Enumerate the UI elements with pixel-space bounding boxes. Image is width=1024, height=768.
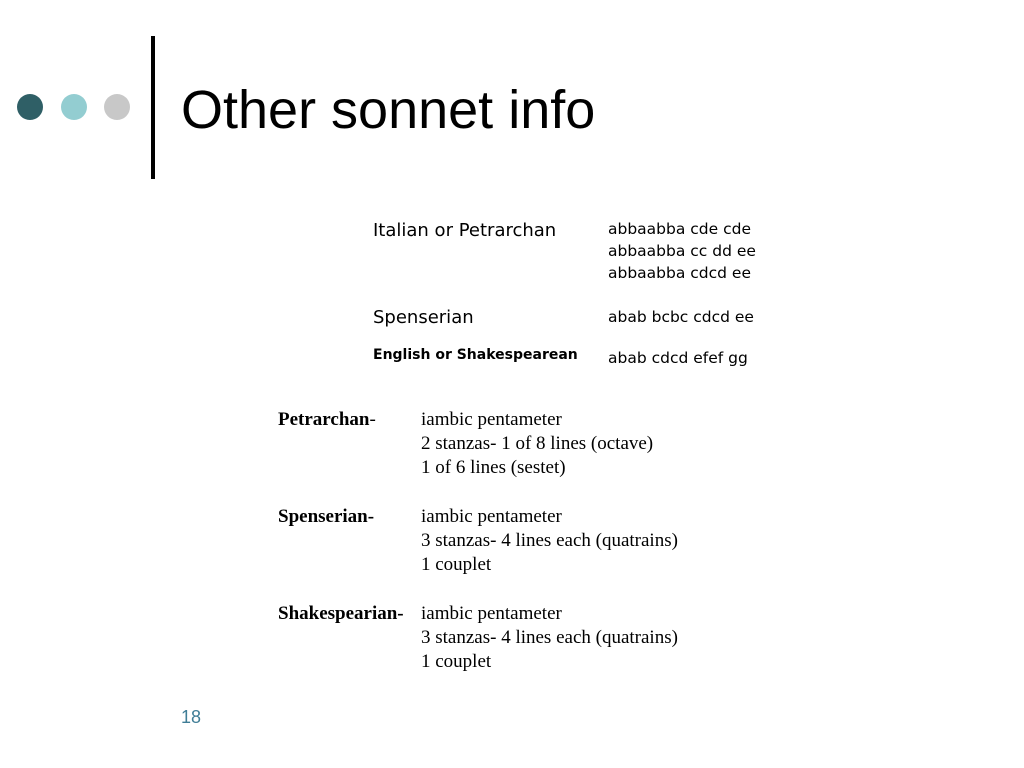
scheme-patterns-petrarchan: [608, 218, 756, 284]
rhyme-pattern: abbaabba cdcd ee: [608, 264, 751, 282]
title-divider: [151, 36, 155, 179]
definition-line: iambic pentameter: [421, 506, 562, 527]
rhyme-pattern: abab cdcd efef gg: [608, 349, 748, 367]
definition-line: 1 couplet: [421, 554, 492, 575]
scheme-name-shakespearean: English or Shakespearean: [373, 347, 578, 363]
definition-label: Petrarchan-: [278, 409, 376, 430]
definition-line: 3 stanzas- 4 lines each (quatrains): [421, 627, 678, 648]
definition-line: 1 couplet: [421, 651, 492, 672]
decorative-dot-gray: [104, 94, 130, 120]
definition-line: 3 stanzas- 4 lines each (quatrains): [421, 530, 678, 551]
definition-line: 1 of 6 lines (sestet): [421, 457, 566, 478]
definition-label: Spenserian-: [278, 506, 375, 527]
definition-line: 2 stanzas- 1 of 8 lines (octave): [421, 433, 654, 454]
decorative-dot-dark: [17, 94, 43, 120]
scheme-patterns-spenserian: [608, 306, 754, 328]
definition-lines: [421, 408, 653, 480]
scheme-name-petrarchan: Italian or Petrarchan: [373, 220, 557, 241]
rhyme-pattern: abbaabba cde cde: [608, 220, 751, 238]
definition-lines: [421, 505, 678, 577]
decorative-dot-teal: [61, 94, 87, 120]
scheme-patterns-shakespearean: [608, 347, 748, 369]
page-number: 18: [181, 707, 202, 727]
rhyme-pattern: abbaabba cc dd ee: [608, 242, 756, 260]
definition-label: Shakespearian-: [278, 603, 404, 624]
slide-title: Other sonnet info: [181, 80, 596, 140]
definition-line: iambic pentameter: [421, 409, 562, 430]
definition-line: iambic pentameter: [421, 603, 562, 624]
scheme-name-spenserian: Spenserian: [373, 307, 474, 328]
definition-lines: [421, 602, 678, 674]
rhyme-pattern: abab bcbc cdcd ee: [608, 308, 754, 326]
